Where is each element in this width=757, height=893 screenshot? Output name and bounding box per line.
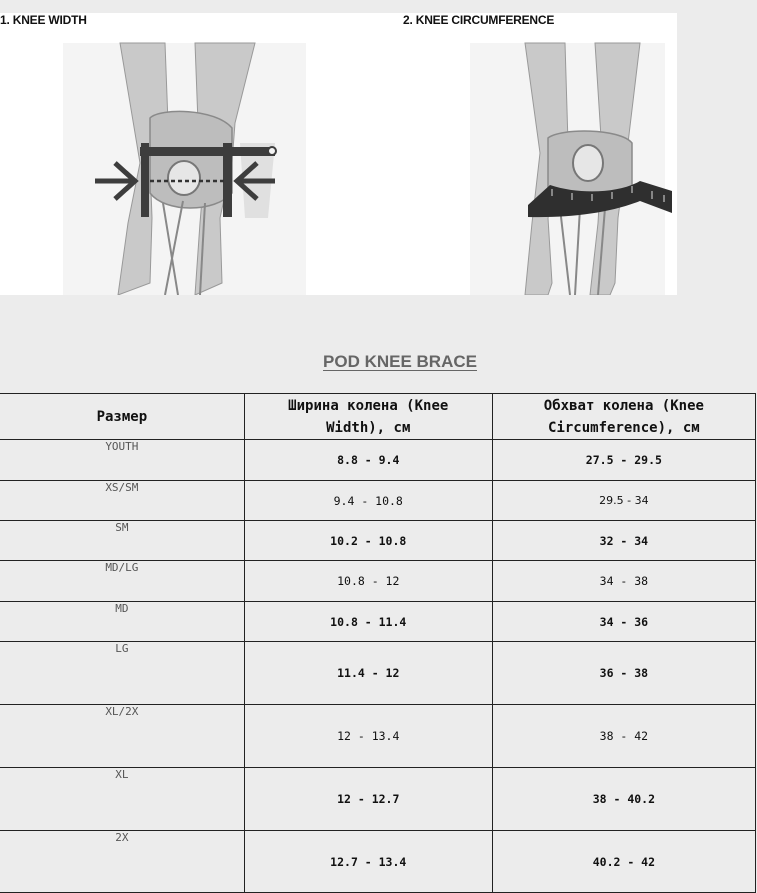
size-cell: XS/SM [0, 481, 244, 521]
table-row [0, 705, 756, 768]
header-knee-width: Ширина колена (Knee Width), см [244, 394, 492, 440]
table-row [0, 831, 756, 893]
size-cell: MD [0, 602, 244, 642]
circumference-cell: 38 - 40.2 [492, 768, 755, 831]
table-header-row [0, 394, 756, 440]
table-row [0, 642, 756, 705]
circumference-cell: 38 - 42 [492, 705, 755, 768]
measurement-figure [0, 13, 677, 295]
header-knee-circumference: Обхват колена (Knee Circumference), см [492, 394, 755, 440]
circumference-cell: 40.2 - 42 [492, 831, 755, 893]
size-chart-table [0, 393, 756, 893]
size-cell: 2X [0, 831, 244, 893]
knee-width-drawing [95, 43, 276, 295]
size-cell: MD/LG [0, 561, 244, 602]
circumference-cell: 27.5 - 29.5 [492, 440, 755, 481]
size-cell: XL/2X [0, 705, 244, 768]
knee-measurement-illustration [0, 13, 677, 295]
knee-circumference-label: 2. KNEE CIRCUMFERENCE [403, 13, 555, 27]
table-row [0, 521, 756, 561]
size-cell: SM [0, 521, 244, 561]
width-cell: 12 - 13.4 [244, 705, 492, 768]
width-cell: 10.2 - 10.8 [244, 521, 492, 561]
width-cell: 12.7 - 13.4 [244, 831, 492, 893]
table-row [0, 561, 756, 602]
knee-circumference-drawing [525, 43, 672, 295]
circumference-cell: 29.5 - 34 [492, 481, 755, 521]
table-row [0, 440, 756, 481]
table-row [0, 768, 756, 831]
circumference-cell: 34 - 36 [492, 602, 755, 642]
table-row [0, 602, 756, 642]
header-size: Размер [0, 394, 244, 440]
width-cell: 10.8 - 12 [244, 561, 492, 602]
width-cell: 9.4 - 10.8 [244, 481, 492, 521]
page-title: POD KNEE BRACE [323, 352, 477, 371]
knee-width-label: 1. KNEE WIDTH [0, 13, 87, 27]
width-cell: 11.4 - 12 [244, 642, 492, 705]
width-cell: 8.8 - 9.4 [244, 440, 492, 481]
table-row [0, 481, 756, 521]
size-cell: LG [0, 642, 244, 705]
size-cell: YOUTH [0, 440, 244, 481]
circumference-cell: 32 - 34 [492, 521, 755, 561]
circumference-cell: 34 - 38 [492, 561, 755, 602]
width-cell: 12 - 12.7 [244, 768, 492, 831]
circumference-cell: 36 - 38 [492, 642, 755, 705]
size-cell: XL [0, 768, 244, 831]
width-cell: 10.8 - 11.4 [244, 602, 492, 642]
